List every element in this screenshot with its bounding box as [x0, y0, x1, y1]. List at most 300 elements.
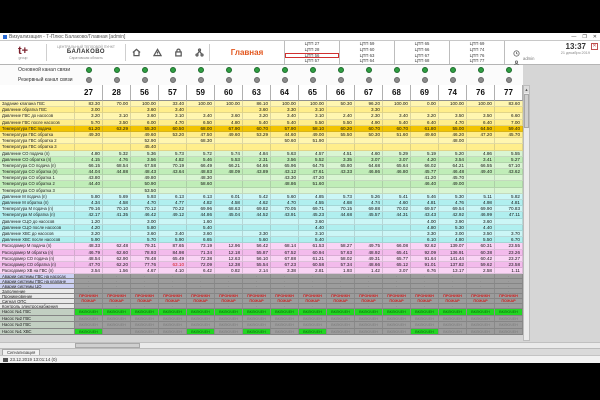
- table-cell: 64.21: [439, 163, 467, 169]
- status-cell: -: [439, 284, 467, 289]
- column-header-64[interactable]: 64: [271, 85, 299, 101]
- table-cell: 46.48: [439, 169, 467, 175]
- row-label: Расходомер М подача (п): [0, 243, 75, 249]
- channel-dot-cell: [271, 75, 299, 85]
- table-cell: 5.80: [131, 225, 159, 231]
- table-cell: 4.62: [243, 200, 271, 206]
- table-cell: 47.50: [187, 132, 215, 138]
- table-cell: 136.91: [439, 250, 467, 256]
- table-cell: 46.86: [355, 169, 383, 175]
- pump-state-cell: ВКЛЮЧЕН: [159, 322, 187, 329]
- table-cell: 5.27: [495, 157, 523, 163]
- table-cell: 47.20: [467, 132, 495, 138]
- table-cell: 86.10: [243, 101, 271, 107]
- status-cell: -: [383, 289, 411, 294]
- ctp-menu-item-цтп-56[interactable]: ЦТП 56: [285, 53, 339, 59]
- ctp-menu-item-цтп-64[interactable]: ЦТП 64: [359, 58, 375, 64]
- table-cell: 68.14: [271, 243, 299, 249]
- alarm-cell: ПРОНИКН: [495, 294, 523, 299]
- table-cell: 48.83: [187, 169, 215, 175]
- column-header-63[interactable]: 63: [243, 85, 271, 101]
- table-cell: 58.60: [187, 181, 215, 187]
- column-header-27[interactable]: 27: [75, 85, 103, 101]
- channel-dot-cell: [467, 75, 495, 85]
- channel-dot-cell: [495, 65, 523, 75]
- alarm-cell: ПОЖАР: [271, 299, 299, 304]
- table-cell: 44.52: [243, 212, 271, 218]
- backup-channel-gray-dot-56: [142, 77, 148, 83]
- table-cell: 6.13: [159, 194, 187, 200]
- table-cell: 49.60: [131, 132, 159, 138]
- pump-state-cell: ВКЛЮЧЕН: [271, 329, 299, 336]
- status-cell: -: [411, 304, 439, 309]
- table-cell: 5.11: [467, 194, 495, 200]
- row-label: Температура СО подача (п): [0, 163, 75, 169]
- ctp-menu-item-цтп-65[interactable]: ЦТП 65: [414, 41, 430, 47]
- table-cell: 69.90: [467, 206, 495, 212]
- table-cell: 60.50: [159, 126, 187, 132]
- table-cell: 4.90: [355, 120, 383, 126]
- status-cell: -: [467, 304, 495, 309]
- table-cell: 48.86: [271, 181, 299, 187]
- table-cell: 68.54: [103, 163, 131, 169]
- column-header-28[interactable]: 28: [103, 85, 131, 101]
- status-cell: -: [103, 289, 131, 294]
- table-cell: 53.29: [243, 132, 271, 138]
- table-cell: 50.90: [131, 181, 159, 187]
- table-cell: 57.34: [327, 262, 355, 268]
- logo-subtext: group: [18, 55, 28, 60]
- pump-state-cell: ВКЛЮЧЕН: [411, 329, 439, 336]
- pump-state-cell: ВКЛЮЧЕН: [439, 309, 467, 316]
- ctp-menu-item-цтп-67[interactable]: ЦТП 67: [414, 52, 430, 58]
- table-cell: 5.30: [439, 194, 467, 200]
- current-user: admin: [523, 56, 535, 61]
- status-cell: -: [327, 289, 355, 294]
- pump-state-cell: ВКЛЮЧЕН: [131, 309, 159, 316]
- table-cell: 100.00: [299, 101, 327, 107]
- table-cell: 55.50: [327, 132, 355, 138]
- table-cell: 45.57: [355, 212, 383, 218]
- table-cell: 3.40: [383, 113, 411, 119]
- ctp-group-2: [339, 41, 394, 64]
- alarm-cell: ПОЖАР: [131, 299, 159, 304]
- maximize-button[interactable]: ❐: [582, 33, 587, 40]
- table-cell: 60.31: [467, 243, 495, 249]
- channel-dot-cell: [299, 75, 327, 85]
- table-cell: 3.50: [467, 113, 495, 119]
- pump-state-cell: ВКЛЮЧЕН: [495, 322, 523, 329]
- backup-channel-gray-dot-66: [338, 77, 344, 83]
- primary-channel-green-dot-60: [226, 67, 232, 73]
- pump-state-cell: ВКЛЮЧЕН: [75, 322, 103, 329]
- table-cell: 0.00: [411, 101, 439, 107]
- channel-dot-cell: [383, 65, 411, 75]
- row-label: Температура СО обратка (п): [0, 169, 75, 175]
- status-cell: -: [299, 284, 327, 289]
- channel-dot-cell: [75, 65, 103, 75]
- table-cell: 60.94: [299, 250, 327, 256]
- table-cell: 4.85: [299, 194, 327, 200]
- alarms-button[interactable]: [147, 44, 167, 62]
- table-cell: 69.54: [439, 206, 467, 212]
- network-button[interactable]: [189, 44, 209, 62]
- table-cell: 46.99: [467, 212, 495, 218]
- pump-state-cell: ВКЛЮЧЕН: [299, 309, 327, 316]
- pump-state-cell: ВКЛЮЧЕН: [355, 329, 383, 336]
- primary-channel-green-dot-69: [422, 67, 428, 73]
- channel-dot-cell: [271, 65, 299, 75]
- table-cell: 51.60: [299, 181, 327, 187]
- table-cell: 46.42: [131, 212, 159, 218]
- table-cell: 100.00: [383, 101, 411, 107]
- network-icon: [195, 48, 204, 57]
- pump-state-cell: ВКЛЮЧЕН: [299, 329, 327, 336]
- table-cell: 60.20: [327, 126, 355, 132]
- pump-state-cell: ВКЛЮЧЕН: [187, 329, 215, 336]
- table-cell: 5.20: [439, 151, 467, 157]
- table-cell: 5.50: [467, 237, 495, 243]
- table-cell: 4.77: [159, 200, 187, 206]
- primary-channel-green-dot-76: [478, 67, 484, 73]
- column-header-77[interactable]: 77: [495, 85, 523, 101]
- table-cell: 65.96: [271, 163, 299, 169]
- table-cell: 77.76: [131, 262, 159, 268]
- status-cell: -: [75, 274, 103, 279]
- status-cell: -: [131, 304, 159, 309]
- table-cell: 1.42: [355, 268, 383, 274]
- backup-channel-gray-dot-28: [114, 77, 120, 83]
- table-cell: 3.40: [159, 107, 187, 113]
- pump-state-cell: ВКЛЮЧЕН: [187, 322, 215, 329]
- status-icon: [3, 358, 8, 362]
- plant-info: [47, 41, 125, 64]
- table-cell: 3.35: [327, 157, 355, 163]
- table-cell: 3.54: [439, 157, 467, 163]
- table-cell: 1.20: [75, 219, 103, 225]
- status-cell: -: [187, 289, 215, 294]
- pump-state-cell: ВКЛЮЧЕН: [243, 309, 271, 316]
- table-cell: 59.40: [495, 126, 523, 132]
- table-cell: 52.90: [131, 138, 159, 144]
- status-cell: -: [159, 274, 187, 279]
- table-cell: 45.77: [411, 169, 439, 175]
- row-label: Расходомер М обратка (п): [0, 250, 75, 256]
- ctp-menu-item-цтп-59[interactable]: ЦТП 59: [359, 41, 375, 47]
- table-cell: 5.30: [439, 225, 467, 231]
- table-cell: 5.69: [103, 194, 131, 200]
- table-cell: 60.42: [467, 256, 495, 262]
- status-cell: -: [383, 279, 411, 284]
- column-header-74[interactable]: 74: [439, 85, 467, 101]
- pump-state-cell: ВКЛЮЧЕН: [75, 329, 103, 336]
- status-cell: -: [439, 274, 467, 279]
- primary-channel-green-dot-77: [506, 67, 512, 73]
- backup-channel-gray-dot-76: [478, 77, 484, 83]
- primary-channel-green-dot-66: [338, 67, 344, 73]
- table-cell: 4.60: [383, 200, 411, 206]
- ctp-menu-item-цтп-68[interactable]: ЦТП 68: [414, 58, 430, 64]
- table-cell: 63.10: [159, 262, 187, 268]
- pump-state-cell: ВКЛЮЧЕН: [439, 322, 467, 329]
- status-cell: -: [271, 279, 299, 284]
- table-cell: 5.70: [131, 237, 159, 243]
- table-cell: 66.15: [75, 163, 103, 169]
- row-label: Аварии системы ГВС на клапане: [0, 279, 75, 284]
- pump-state-cell: ВКЛЮЧЕН: [383, 329, 411, 336]
- column-header-60[interactable]: 60: [215, 85, 243, 101]
- pump-state-cell: ВКЛЮЧЕН: [159, 316, 187, 323]
- pump-state-cell: ВКЛЮЧЕН: [75, 309, 103, 316]
- channel-dot-cell: [467, 65, 495, 75]
- table-cell: 1.11: [495, 268, 523, 274]
- window-title: Визуализация - Т-Плюс Балаково/Главная [admin]: [9, 33, 126, 40]
- table-cell: 4.86: [467, 151, 495, 157]
- row-label: Давление ГВС после насосов: [0, 120, 75, 126]
- primary-channel-green-dot-64: [282, 67, 288, 73]
- row-label: Аварии системы ЦО: [0, 284, 75, 289]
- column-header-67[interactable]: 67: [355, 85, 383, 101]
- table-cell: 6.00: [131, 120, 159, 126]
- alarm-cell: ПОЖАР: [159, 299, 187, 304]
- table-cell: 61.21: [299, 256, 327, 262]
- table-cell: 6.60: [495, 113, 523, 119]
- pump-state-cell: ВКЛЮЧЕН: [411, 309, 439, 316]
- table-cell: 4.60: [355, 151, 383, 157]
- plant-name: БАЛАКОВО: [66, 48, 106, 55]
- table-cell: 100.00: [187, 101, 215, 107]
- backup-channel-gray-dot-74: [450, 77, 456, 83]
- table-cell: 3.60: [131, 113, 159, 119]
- table-cell: 65.41: [383, 250, 411, 256]
- status-cell: -: [495, 304, 523, 309]
- backup-channel-gray-dot-60: [226, 77, 232, 83]
- ctp-menu-item-цтп-60[interactable]: ЦТП 60: [359, 46, 375, 52]
- table-cell: 62.48: [103, 243, 131, 249]
- alarm-cell: ПРОНИКН: [439, 294, 467, 299]
- vscroll-thumb[interactable]: [524, 94, 529, 128]
- status-cell: -: [383, 274, 411, 279]
- status-cell: -: [103, 279, 131, 284]
- column-header-76[interactable]: 76: [467, 85, 495, 101]
- alarm-cell: ПОЖАР: [439, 299, 467, 304]
- table-cell: 5.63: [271, 151, 299, 157]
- primary-channel-green-dot-56: [142, 67, 148, 73]
- primary-channel-green-dot-57: [170, 67, 176, 73]
- status-cell: -: [243, 284, 271, 289]
- pump-state-cell: ВКЛЮЧЕН: [215, 316, 243, 323]
- status-cell: -: [103, 304, 131, 309]
- home-button[interactable]: [126, 44, 146, 62]
- table-cell: 49.40: [467, 169, 495, 175]
- table-cell: 48.09: [215, 169, 243, 175]
- status-cell: -: [75, 289, 103, 294]
- pump-state-cell: ВКЛЮЧЕН: [299, 322, 327, 329]
- column-header-59[interactable]: 59: [187, 85, 215, 101]
- table-cell: 23.26: [495, 250, 523, 256]
- table-cell: 5.26: [355, 194, 383, 200]
- table-cell: 5.19: [411, 151, 439, 157]
- alarm-cell: ПРОНИКН: [103, 294, 131, 299]
- row-label: Насос №1 ГВС: [0, 309, 75, 316]
- row-label: Давление СО подача (п): [0, 151, 75, 157]
- toolbar-buttons: [126, 41, 209, 64]
- table-cell: 43.33: [327, 169, 355, 175]
- table-cell: 62.90: [103, 256, 131, 262]
- page-title: Главная: [230, 48, 264, 57]
- pump-state-cell: ВКЛЮЧЕН: [271, 322, 299, 329]
- status-cell: -: [327, 279, 355, 284]
- ctp-menu-item-цтп-76[interactable]: ЦТП 76: [469, 52, 485, 58]
- row-label: Температура СО обратка 3: [0, 188, 75, 194]
- table-cell: 49.30: [75, 132, 103, 138]
- table-cell: 69.96: [187, 206, 215, 212]
- table-cell: 6.40: [467, 120, 495, 126]
- settings-button[interactable]: [168, 44, 188, 62]
- ctp-menu-item-цтп-69[interactable]: ЦТП 69: [469, 41, 485, 47]
- table-cell: 41.20: [411, 175, 439, 181]
- close-button[interactable]: ✕: [592, 33, 597, 40]
- channel-dot-cell: [243, 65, 271, 75]
- table-cell: 91.64: [411, 256, 439, 262]
- table-cell: 44.60: [271, 132, 299, 138]
- status-cell: -: [495, 274, 523, 279]
- table-cell: 65.64: [383, 163, 411, 169]
- primary-channel-green-dot-27: [86, 67, 92, 73]
- table-cell: 4.20: [75, 225, 103, 231]
- table-cell: 4.76: [103, 157, 131, 163]
- table-cell: 41.35: [103, 212, 131, 218]
- alarm-cell: ПОЖАР: [411, 299, 439, 304]
- channel-dot-cell: [75, 75, 103, 85]
- tab-strip: [0, 348, 600, 355]
- row-label: Аварии системы ГВС на насосах: [0, 274, 75, 279]
- table-cell: 5.40: [243, 120, 271, 126]
- table-cell: 12.96: [215, 243, 243, 249]
- table-cell: 68.63: [215, 206, 243, 212]
- table-cell: 3.10: [299, 113, 327, 119]
- row-label: Заполнение: [0, 289, 75, 294]
- exit-button[interactable]: ✕: [592, 43, 597, 49]
- app-icon: [3, 35, 7, 39]
- scroll-up-arrow[interactable]: ▲: [524, 87, 529, 92]
- table-cell: 56.10: [243, 256, 271, 262]
- table-cell: 6.50: [187, 120, 215, 126]
- table-cell: 78.93: [131, 250, 159, 256]
- tab-signalization[interactable]: Сигнализация: [2, 349, 40, 356]
- row-label: Расходомер СО обратка (п): [0, 262, 75, 268]
- table-cell: 45.70: [495, 132, 523, 138]
- status-cell: -: [467, 279, 495, 284]
- table-cell: 4.84: [243, 151, 271, 157]
- status-cell: -: [299, 289, 327, 294]
- vertical-scrollbar[interactable]: [523, 85, 530, 341]
- ctp-menu-item-цтп-63[interactable]: ЦТП 63: [359, 52, 375, 58]
- table-cell: 3.00: [131, 219, 159, 225]
- pump-state-cell: ВКЛЮЧЕН: [467, 309, 495, 316]
- table-cell: 100.00: [439, 101, 467, 107]
- minimize-button[interactable]: —: [571, 33, 577, 40]
- row-label: Расходомер СО подача (п): [0, 256, 75, 262]
- row-label: Насос №1 ХВС: [0, 329, 75, 336]
- plant-type: ЦЕНТРАЛЬНЫЙ ТЕПЛОВОЙ ПУНКТ: [57, 44, 115, 49]
- status-cell: -: [131, 274, 159, 279]
- table-cell: 6.13: [187, 194, 215, 200]
- table-cell: 69.82: [243, 206, 271, 212]
- table-cell: 3.20: [75, 231, 103, 237]
- table-cell: 43.89: [243, 169, 271, 175]
- backup-channel-gray-dot-67: [366, 77, 372, 83]
- row-label: Расходомер ХВ на ГВС (п): [0, 268, 75, 274]
- column-header-66[interactable]: 66: [327, 85, 355, 101]
- table-cell: 59.62: [467, 262, 495, 268]
- table-cell: 43.64: [159, 169, 187, 175]
- table-cell: 5.46: [187, 157, 215, 163]
- column-header-69[interactable]: 69: [411, 85, 439, 101]
- table-cell: 47.70: [75, 262, 103, 268]
- table-cell: 50.30: [355, 132, 383, 138]
- table-cell: 100.00: [271, 101, 299, 107]
- backup-channel-gray-dot-63: [254, 77, 260, 83]
- row-label: Температура ГВС обратка 3: [0, 144, 75, 150]
- table-cell: 83.30: [75, 101, 103, 107]
- status-cell: -: [75, 304, 103, 309]
- table-cell: 47.11: [495, 212, 523, 218]
- column-header-65[interactable]: 65: [299, 85, 327, 101]
- ctp-menu-item-цтп-77[interactable]: ЦТП 77: [469, 58, 485, 64]
- table-cell: 5.36: [131, 151, 159, 157]
- alarm-cell: ПРОНИКН: [383, 294, 411, 299]
- alarm-cell: ПОЖАР: [355, 299, 383, 304]
- column-header-56[interactable]: 56: [131, 85, 159, 101]
- table-cell: 78.48: [131, 256, 159, 262]
- table-cell: 57.63: [327, 250, 355, 256]
- alarm-cell: ПРОНИКН: [467, 294, 495, 299]
- column-header-68[interactable]: 68: [383, 85, 411, 101]
- ctp-menu-item-цтп-74[interactable]: ЦТП 74: [469, 46, 485, 52]
- table-cell: 4.70: [439, 120, 467, 126]
- current-date: 21 декабря 2019: [560, 51, 590, 55]
- column-header-57[interactable]: 57: [159, 85, 187, 101]
- table-cell: 67.23: [271, 262, 299, 268]
- table-row: [0, 329, 523, 336]
- table-cell: 61.80: [411, 126, 439, 132]
- table-cell: 72.09: [187, 262, 215, 268]
- table-cell: 5.50: [327, 120, 355, 126]
- table-cell: 58.10: [299, 126, 327, 132]
- table-cell: 4.58: [103, 200, 131, 206]
- table-cell: 70.12: [131, 206, 159, 212]
- ctp-menu-item-цтп-28[interactable]: ЦТП 28: [304, 46, 320, 52]
- pump-state-cell: ВКЛЮЧЕН: [131, 329, 159, 336]
- status-cell: -: [215, 279, 243, 284]
- pump-state-cell: ВКЛЮЧЕН: [215, 322, 243, 329]
- primary-channel-green-dot-74: [450, 67, 456, 73]
- backup-channel-row: [0, 75, 523, 85]
- ctp-menu-item-цтп-66[interactable]: ЦТП 66: [414, 46, 430, 52]
- table-cell: 23.27: [495, 256, 523, 262]
- table-cell: 12.63: [215, 256, 243, 262]
- pump-state-cell: ВКЛЮЧЕН: [467, 316, 495, 323]
- ctp-menu-item-цтп-57[interactable]: ЦТП 57: [304, 58, 320, 64]
- row-label: Задание клапана ГВС: [0, 101, 75, 107]
- status-cell: -: [355, 284, 383, 289]
- table-cell: 5.50: [299, 120, 327, 126]
- table-cell: 65.49: [159, 256, 187, 262]
- ctp-menu-item-цтп-27[interactable]: ЦТП 27: [304, 41, 320, 47]
- status-cell: -: [131, 284, 159, 289]
- status-cell: -: [75, 279, 103, 284]
